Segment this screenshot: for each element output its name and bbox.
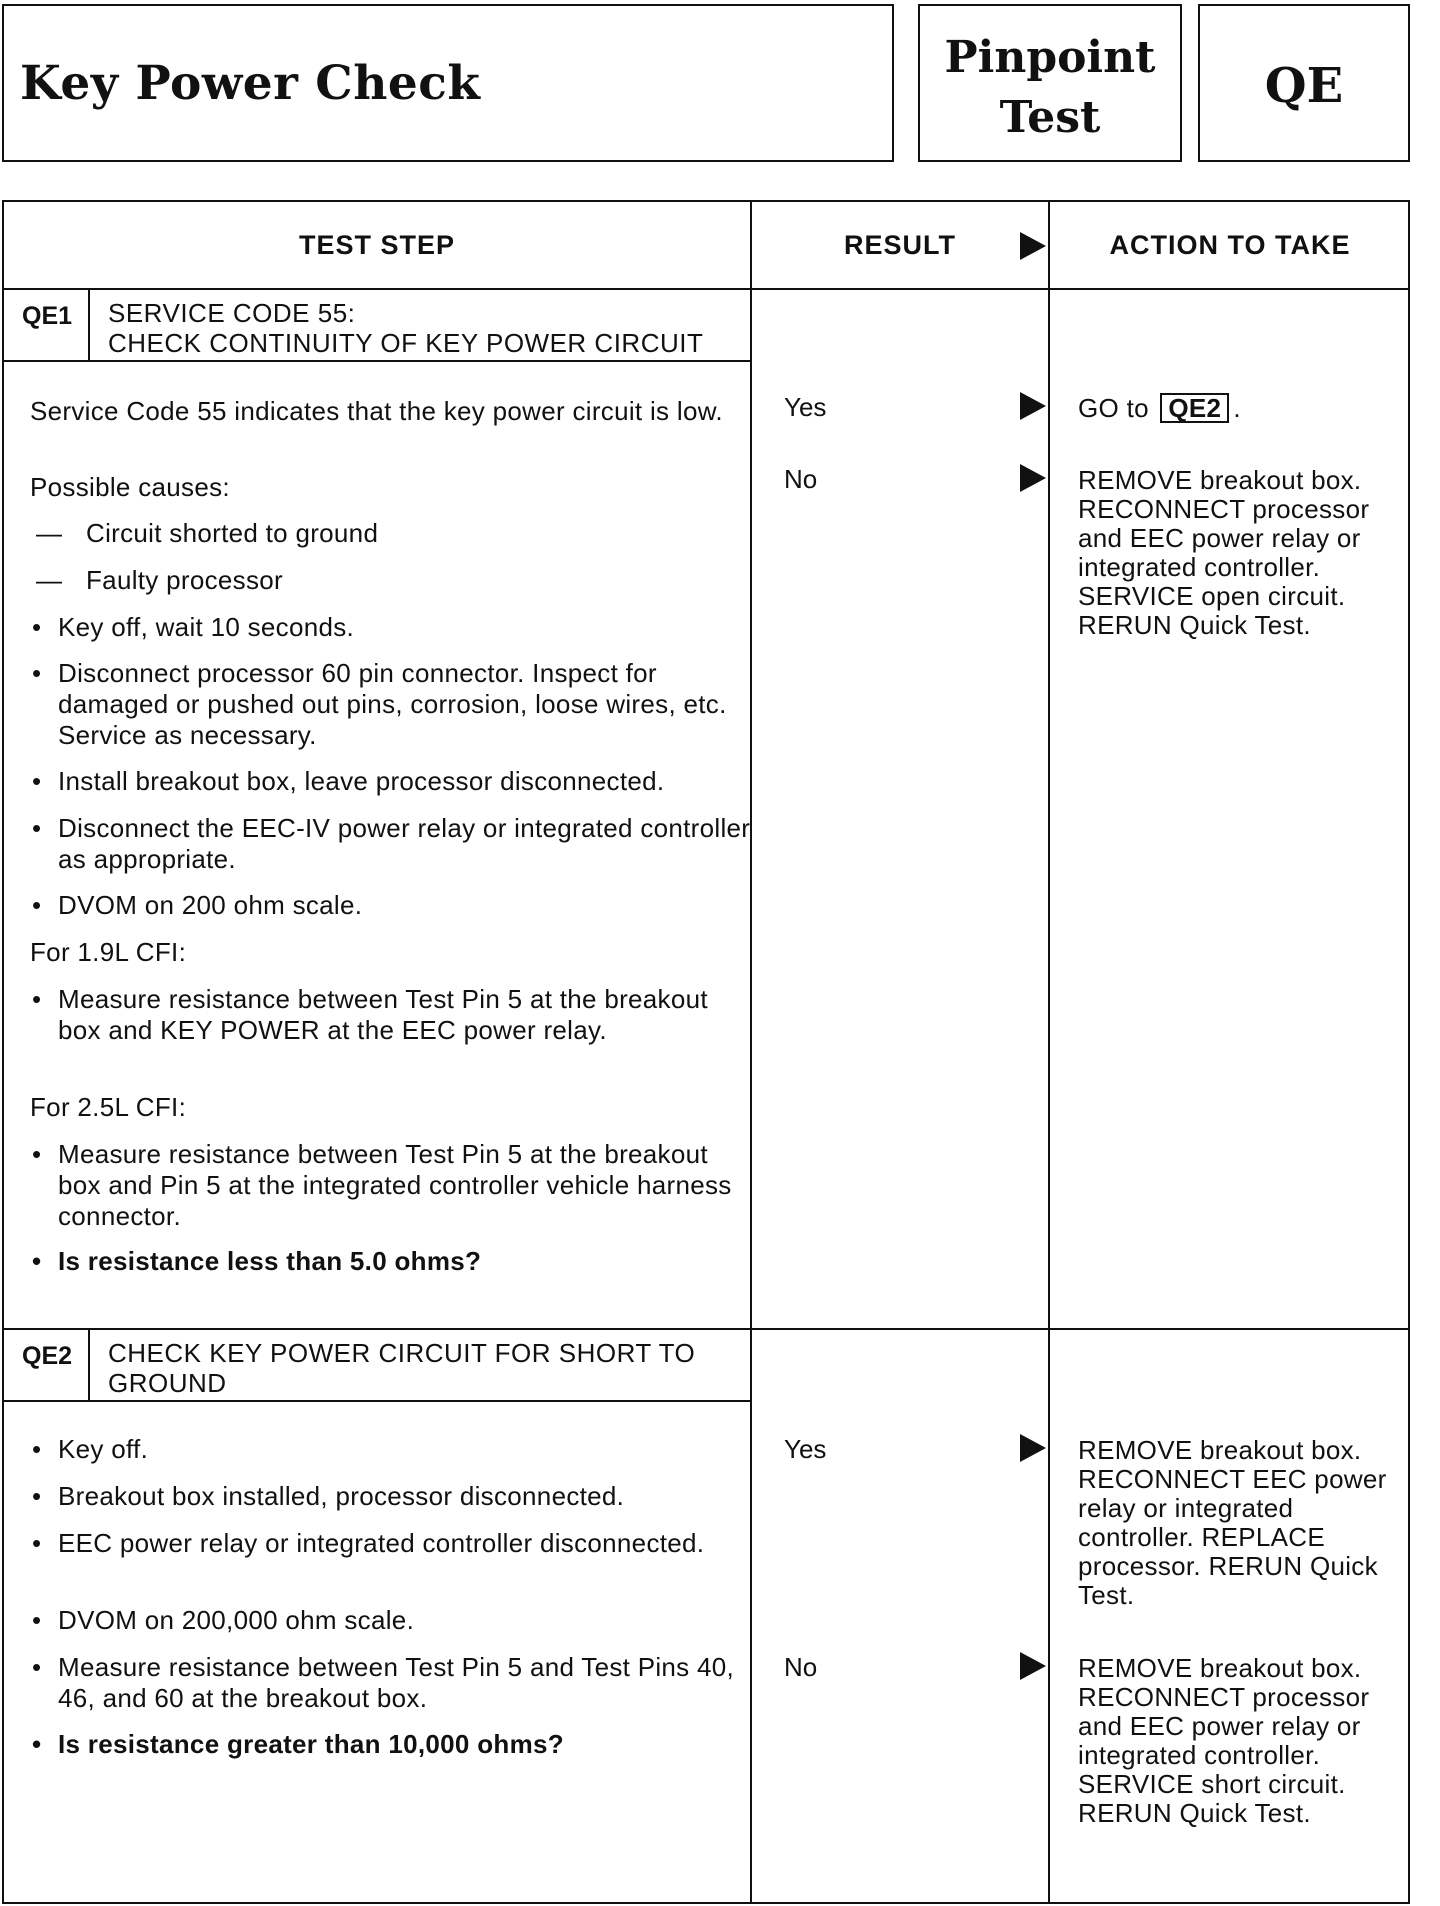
step-id-divider: [88, 1330, 90, 1400]
header-divider: [4, 288, 1408, 290]
step-ref-qe2[interactable]: QE2: [1160, 393, 1229, 423]
result-no: No: [784, 464, 818, 494]
procedure-item: • EEC power relay or integrated controller disconnected.: [30, 1528, 758, 1559]
procedure-item: • Measure resistance between Test Pin 5 at the breakout box and Pin 5 at the integrated controller vehicle harness connector.: [30, 1139, 758, 1232]
cause-item: — Circuit shorted to ground: [30, 518, 786, 549]
step-title-line1: SERVICE CODE 55:: [108, 298, 356, 328]
step-text: For 2.5L CFI:: [30, 1092, 187, 1122]
result-yes: Yes: [784, 1434, 827, 1464]
action-text: REMOVE breakout box. RECONNECT processor and EEC power relay or integrated controller. SERVICE short circuit. RERUN Quick Test.: [1078, 1653, 1370, 1828]
pinpoint-label: [920, 28, 1180, 148]
step-id-qe2: QE2: [22, 1342, 73, 1370]
step-title-line2: GROUND: [108, 1368, 227, 1398]
column-divider-action: [1048, 202, 1050, 1902]
pinpoint-line1: Pinpoint: [944, 32, 1156, 83]
action-text: REMOVE breakout box. RECONNECT EEC power relay or integrated controller. REPLACE processor. RERUN Quick Test.: [1078, 1435, 1387, 1610]
step-id-qe1: QE1: [22, 302, 73, 330]
result-arrow-icon: [1020, 232, 1046, 260]
result-arrow-icon: [1020, 1652, 1046, 1680]
step-text: For 1.9L CFI:: [30, 937, 187, 967]
step-title-divider: [4, 360, 750, 362]
procedure-item: • Disconnect processor 60 pin connector. Inspect for damaged or pushed out pins, corrosion, loose wires, etc. Service as necessary.: [30, 658, 758, 751]
step-id-divider: [88, 290, 90, 360]
result-no: No: [784, 1652, 818, 1682]
header-action: ACTION TO TAKE: [1109, 229, 1351, 260]
column-divider-result: [750, 202, 752, 1902]
step-title-line2: CHECK CONTINUITY OF KEY POWER CIRCUIT: [108, 328, 704, 358]
pinpoint-line2: Test: [999, 92, 1101, 143]
header-test-step: TEST STEP: [298, 229, 456, 260]
step-title-divider: [4, 1400, 750, 1402]
action-text: [1078, 393, 1398, 423]
action-prefix: GO to: [1078, 393, 1149, 423]
step-question: • Is resistance less than 5.0 ohms?: [30, 1246, 758, 1277]
procedure-item: • Install breakout box, leave processor disconnected.: [30, 766, 758, 797]
step-title-qe1: [108, 298, 703, 358]
step-question: • Is resistance greater than 10,000 ohms?: [30, 1729, 758, 1760]
action-text: REMOVE breakout box. RECONNECT processor and EEC power relay or integrated controller. SERVICE open circuit. RERUN Quick Test.: [1078, 465, 1370, 640]
cause-item: — Faulty processor: [30, 565, 786, 596]
step-title-line1: CHECK KEY POWER CIRCUIT FOR SHORT TO: [108, 1338, 696, 1368]
procedure-item: • Key off.: [30, 1434, 758, 1465]
step-text: Possible causes:: [30, 472, 230, 502]
step-title-qe2: [108, 1338, 695, 1398]
title-box: [2, 4, 894, 162]
step-divider: [4, 1328, 1408, 1330]
test-code-box: [1198, 4, 1410, 162]
action-suffix: .: [1233, 393, 1241, 423]
pinpoint-test-box: [918, 4, 1182, 162]
result-arrow-icon: [1020, 1434, 1046, 1462]
procedure-item: • DVOM on 200,000 ohm scale.: [30, 1605, 758, 1636]
step-text: Service Code 55 indicates that the key power circuit is low.: [30, 396, 723, 426]
result-arrow-icon: [1020, 392, 1046, 420]
header-result: RESULT: [844, 229, 956, 260]
procedure-item: • Measure resistance between Test Pin 5 and Test Pins 40, 46, and 60 at the breakout box.: [30, 1652, 758, 1714]
test-table: [2, 200, 1410, 1904]
result-yes: Yes: [784, 392, 827, 422]
procedure-item: • Breakout box installed, processor disconnected.: [30, 1481, 758, 1512]
procedure-item: • DVOM on 200 ohm scale.: [30, 890, 758, 921]
page-title: Key Power Check: [20, 56, 481, 111]
result-arrow-icon: [1020, 464, 1046, 492]
procedure-item: • Disconnect the EEC-IV power relay or integrated controller as appropriate.: [30, 813, 758, 875]
procedure-item: • Key off, wait 10 seconds.: [30, 612, 758, 643]
test-code: QE: [1264, 58, 1344, 114]
procedure-item: • Measure resistance between Test Pin 5 at the breakout box and KEY POWER at the EEC power relay.: [30, 984, 758, 1046]
